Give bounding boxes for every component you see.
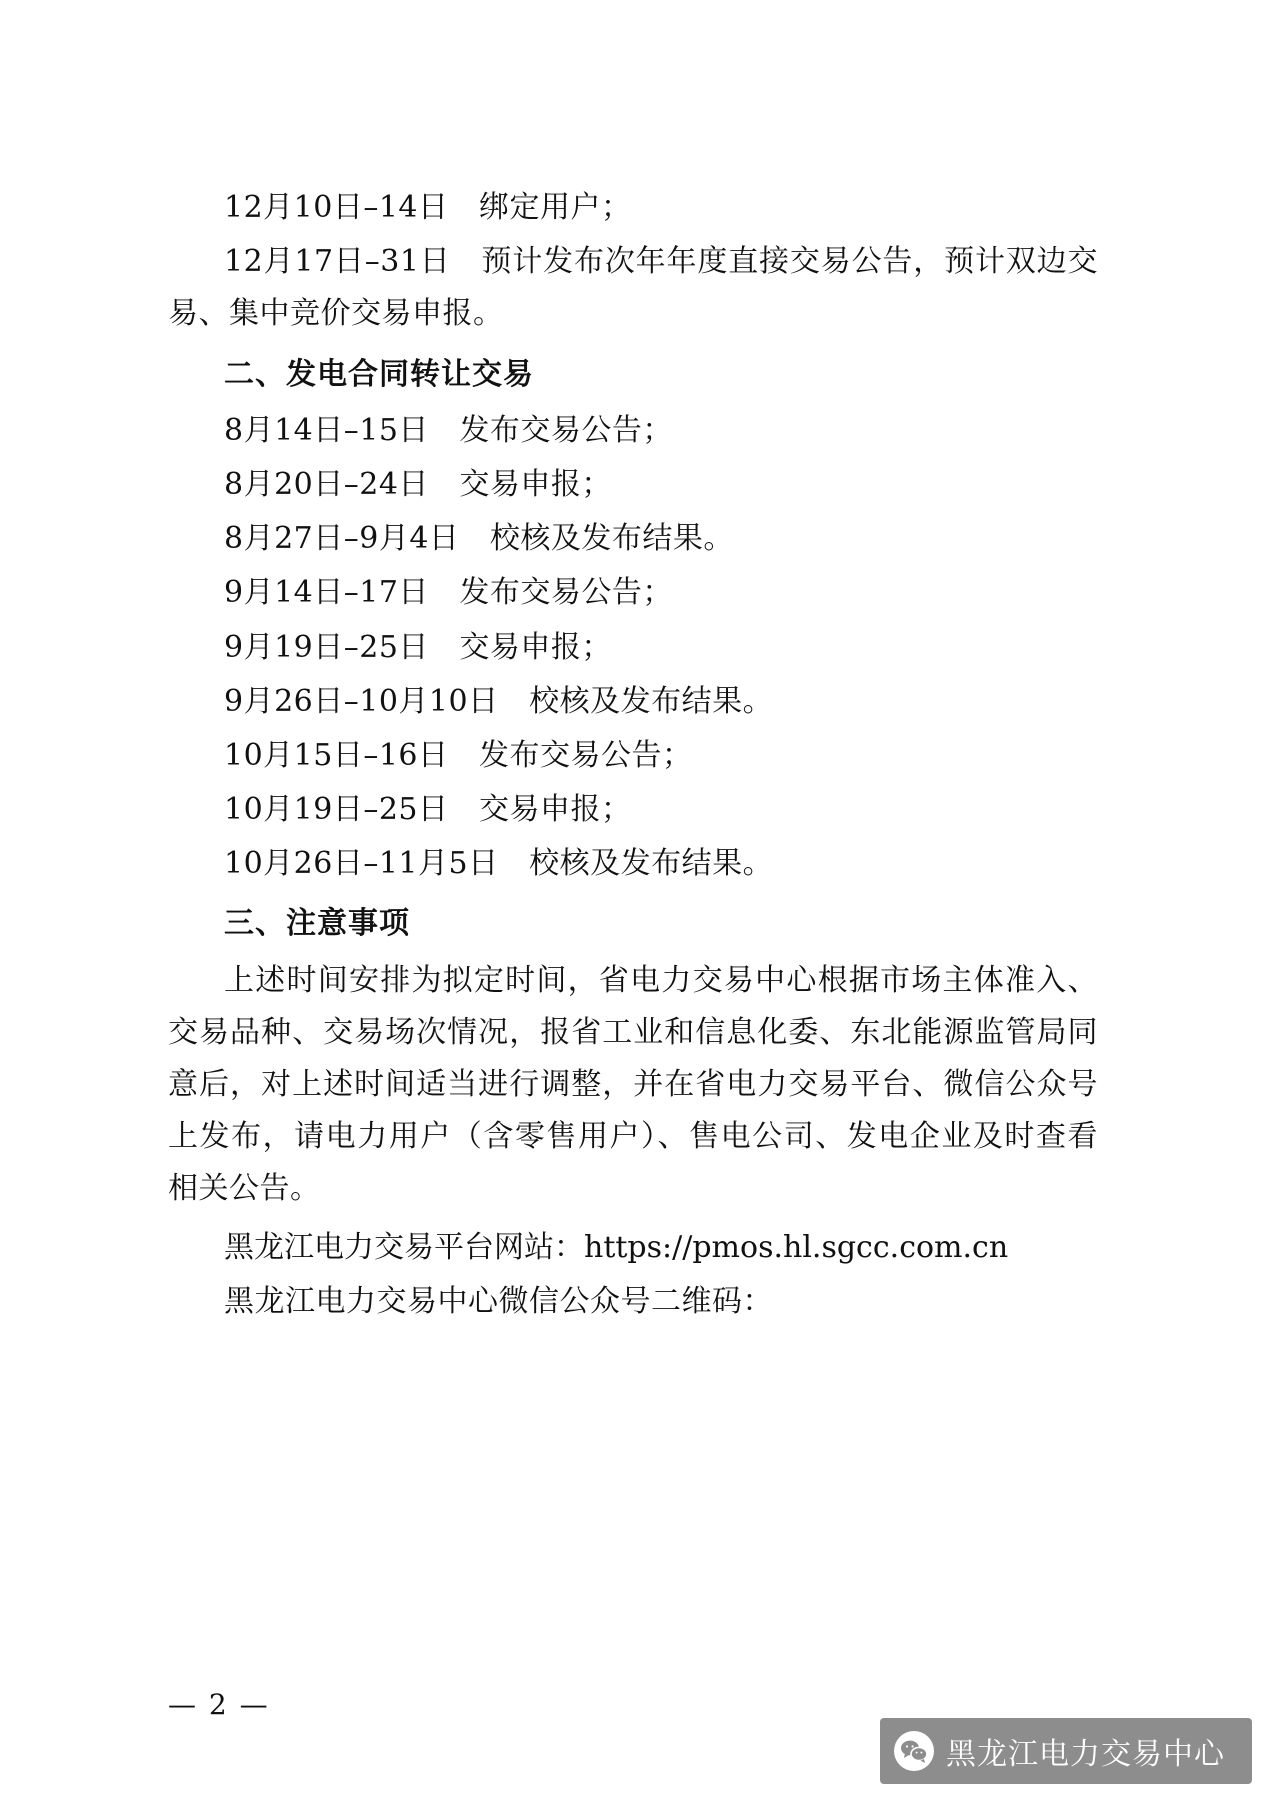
wechat-watermark-label: 黑龙江电力交易中心 xyxy=(946,1738,1225,1771)
page-number: — 2 — xyxy=(168,1688,270,1721)
schedule-line: 12月17日–31日 预计发布次年年度直接交易公告，预计双边交易、集中竞价交易申报。 xyxy=(168,244,1098,332)
schedule-line: 10月19日–25日 交易申报； xyxy=(224,792,632,828)
schedule-line: 9月26日–10月10日 校核及发布结果。 xyxy=(224,683,774,719)
schedule-line: 10月26日–11月5日 校核及发布结果。 xyxy=(224,846,774,882)
wechat-icon xyxy=(894,1731,934,1771)
schedule-line: 8月14日–15日 发布交易公告； xyxy=(224,412,673,448)
platform-website-line: 黑龙江电力交易平台网站：https://pmos.hl.sgcc.com.cn xyxy=(224,1229,1009,1265)
schedule-line: 9月19日–25日 交易申报； xyxy=(224,629,612,665)
schedule-line: 8月20日–24日 交易申报； xyxy=(224,466,612,502)
section-heading-two: 二、发电合同转让交易 xyxy=(224,357,534,391)
section-heading-three: 三、注意事项 xyxy=(224,907,410,941)
document-body xyxy=(168,182,1098,1330)
schedule-line: 8月27日–9月4日 校核及发布结果。 xyxy=(224,521,734,557)
schedule-line: 12月10日–14日 绑定用户； xyxy=(224,190,632,225)
schedule-line: 10月15日–16日 发布交易公告； xyxy=(224,737,693,773)
notice-paragraph: 上述时间安排为拟定时间，省电力交易中心根据市场主体准入、交易品种、交易场次情况，报省工业和信息化委、东北能源监管局同意后，对上述时间适当进行调整，并在省电力交易平台、微信公众号上发布，请电力用户（含零售用户）、售电公司、发电企业及时查看相关公告。 xyxy=(168,962,1098,1207)
wechat-watermark xyxy=(880,1718,1252,1784)
schedule-line: 9月14日–17日 发布交易公告； xyxy=(224,575,673,611)
qrcode-caption-line: 黑龙江电力交易中心微信公众号二维码： xyxy=(224,1283,773,1319)
